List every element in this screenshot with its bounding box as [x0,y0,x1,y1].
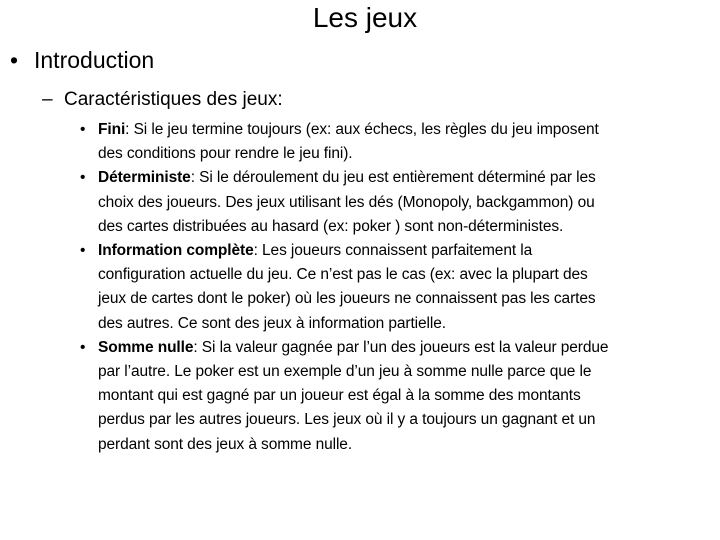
bullet-dot-icon: • [80,338,86,356]
item-line: des conditions pour rendre le jeu fini). [98,145,353,163]
bullet-dot-icon: • [80,242,86,260]
item-line: choix des joueurs. Des jeux utilisant les dés (Monopoly, backgammon) ou [98,193,595,211]
bullet-text: Introduction [34,47,155,73]
characteristics-list [76,118,716,457]
sub-bullet-caracteristiques [42,86,283,114]
bullet-dot-icon: • [80,169,86,187]
item-line: perdant sont des jeux à somme nulle. [98,435,353,453]
bullet-dot-icon: • [10,47,19,73]
item-line: par l’autre. Le poker est un exemple d’un jeu à somme nulle parce que le [98,363,592,381]
item-line: perdus par les autres joueurs. Les jeux où il y a toujours un gagnant et un [98,411,596,429]
item-term: Fini [98,121,126,138]
item-line: configuration actuelle du jeu. Ce n’est pas le cas (ex: avec la plupart des [98,266,588,284]
item-line: jeux de cartes dont le poker) où les joueurs ne connaissent pas les cartes [98,290,596,308]
item-line: Fini: Si le jeu termine toujours (ex: aux échecs, les règles du jeu imposent [98,121,599,138]
bullet-dot-icon: • [80,121,86,138]
item-line: montant qui est gagné par un joueur est égal à la somme des montants [98,387,581,405]
sub-bullet-text: Caractéristiques des jeux: [64,89,283,110]
slide-title: Les jeux [312,2,418,33]
list-item-deterministe [76,166,716,239]
item-line: Information complète: Les joueurs connaissent parfaitement la [98,242,533,260]
item-term: Information complète [98,242,254,260]
item-term: Déterministe [98,169,191,187]
item-line: Somme nulle: Si la valeur gagnée par l’un des joueurs est la valeur perdue [98,338,609,356]
bullet-introduction [10,44,154,76]
item-term: Somme nulle [98,338,194,356]
list-item-information-complete [76,239,716,336]
item-line: des autres. Ce sont des jeux à information partielle. [98,314,446,332]
bullet-dash-icon: – [42,89,53,110]
list-item-somme-nulle [76,336,716,457]
item-line: des cartes distribuées au hasard (ex: poker ) sont non-déterministes. [98,217,564,235]
list-item-fini [76,118,716,166]
item-line: Déterministe: Si le déroulement du jeu est entièrement déterminé par les [98,169,596,187]
